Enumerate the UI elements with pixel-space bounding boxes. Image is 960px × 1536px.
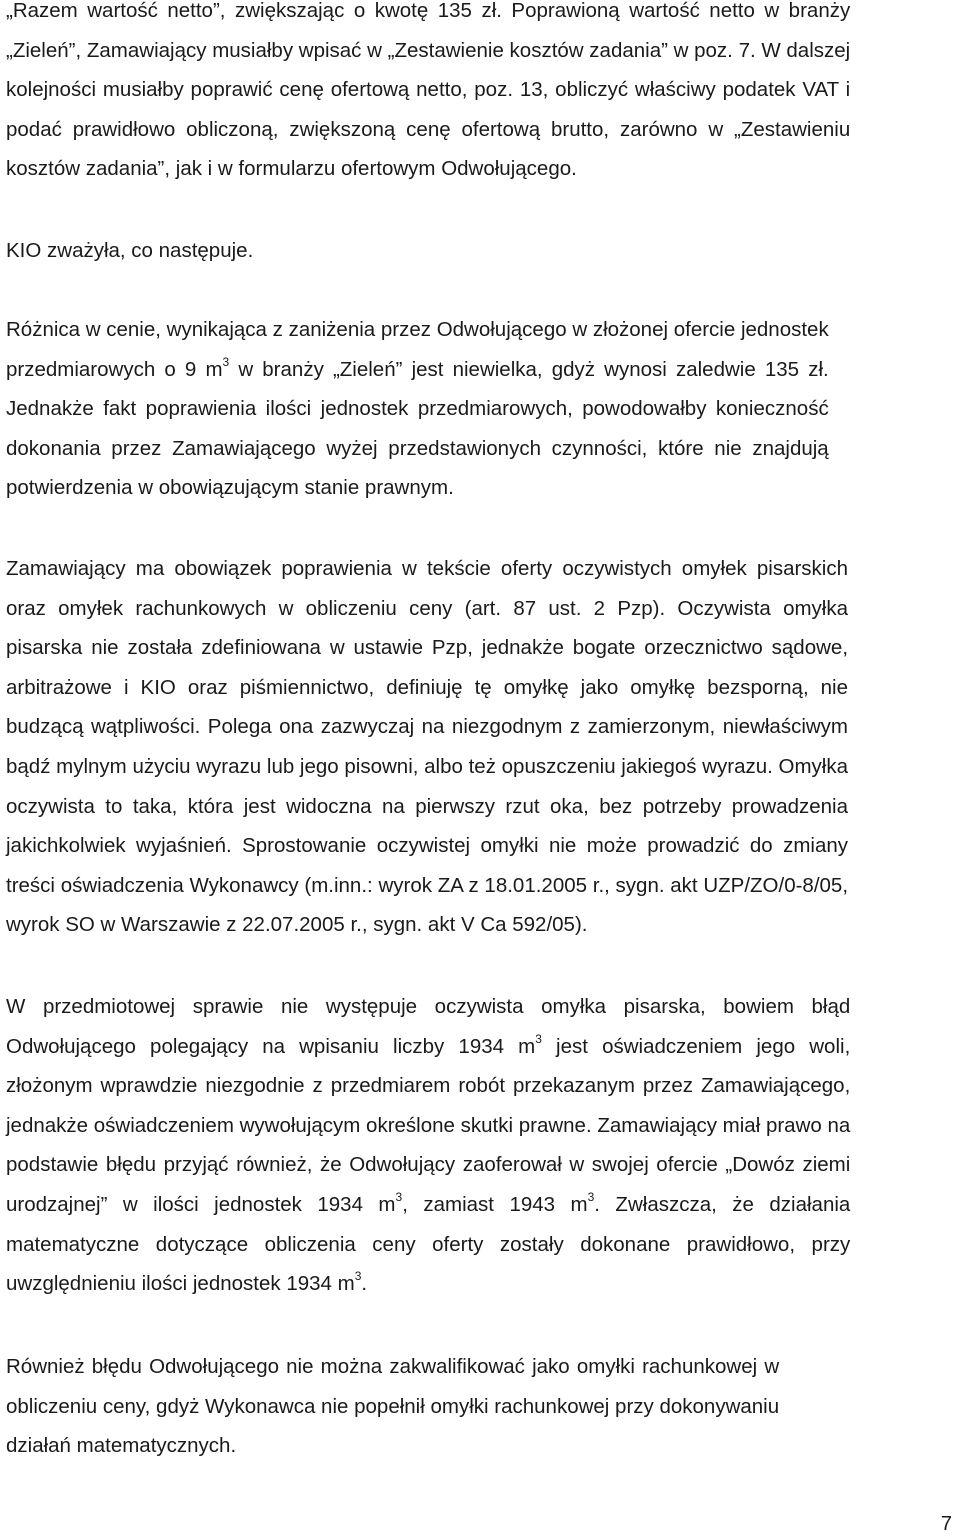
text-line: Również błędu Odwołującego nie można zakwalifikować jako omyłki rachunkowej w	[6, 1355, 780, 1378]
text-line: arbitrażowe i KIO oraz piśmiennictwo, definiuję tę omyłkę jako omyłkę bezsporną, nie	[6, 675, 849, 699]
text-line: Różnica w cenie, wynikająca z zaniżenia przez Odwołującego w złożonej ofercie jednostek	[6, 318, 829, 341]
text-line: Zamawiający ma obowiązek poprawienia w tekście oferty oczywistych omyłek pisarskich	[6, 557, 849, 580]
text-line: jakichkolwiek wyjaśnień. Sprostowanie oczywistej omyłki nie może prowadzić do zmiany	[6, 834, 849, 858]
text-line: „Razem wartość netto”, zwiększając o kwotę 135 zł. Poprawioną wartość netto w branży	[6, 0, 851, 22]
text-line: wyrok SO w Warszawie z 22.07.2005 r., sygn. akt V Ca 592/05).	[6, 913, 588, 937]
text-line: obliczeniu ceny, gdyż Wykonawca nie popełnił omyłki rachunkowej przy dokonywaniu	[6, 1394, 780, 1418]
text-line: kosztów zadania”, jak i w formularzu ofertowym Odwołującego.	[6, 157, 577, 181]
paragraph-1	[6, 0, 850, 189]
text-line: KIO zważyła, co następuje.	[6, 239, 254, 262]
text-line: treści oświadczenia Wykonawcy (m.inn.: wyrok ZA z 18.01.2005 r., sygn. akt UZP/ZO/0-8/05,	[6, 873, 849, 897]
text-line: „Zieleń”, Zamawiający musiałby wpisać w „Zestawienie kosztów zadania” w poz. 7. W dalszej	[6, 38, 851, 62]
superscript: 3	[222, 354, 230, 369]
text-line	[6, 1185, 850, 1225]
text-line	[6, 350, 829, 390]
text-line: oczywista to taka, która jest widoczna na pierwszy rzut oka, bez potrzeby prowadzenia	[6, 794, 849, 818]
superscript: 3	[587, 1190, 595, 1205]
text-line: złożonym wprawdzie niezgodnie z przedmiarem robót przekazanym przez Zamawiającego,	[6, 1074, 851, 1098]
text-line: Jednakże fakt poprawienia ilości jednostek przedmiarowych, powodowałby konieczność	[6, 397, 829, 421]
paragraph-6	[6, 1347, 779, 1466]
text-line: pisarska nie została zdefiniowana w ustawie Pzp, jednakże bogate orzecznictwo sądowe,	[6, 636, 849, 660]
text-line: W przedmiotowej sprawie nie występuje oczywista omyłka pisarska, bowiem błąd	[6, 995, 851, 1018]
paragraph-3	[6, 310, 829, 508]
text-line: dokonania przez Zamawiającego wyżej przedstawionych czynności, które nie znajdują	[6, 436, 829, 460]
text-segment: w branży „Zieleń” jest niewielka, gdyż wynosi zaledwie 135 zł.	[229, 357, 829, 381]
paragraph-2	[6, 231, 253, 271]
text-line: potwierdzenia w obowiązującym stanie prawnym.	[6, 476, 454, 500]
superscript: 3	[395, 1190, 403, 1205]
text-segment: urodzajnej” w ilości jednostek 1934 m	[6, 1192, 396, 1216]
text-segment: uwzględnieniu ilości jednostek 1934 m	[6, 1272, 355, 1296]
text-segment: .	[361, 1272, 368, 1296]
text-line: działań matematycznych.	[6, 1434, 237, 1458]
page-number: 7	[940, 1513, 952, 1535]
text-line: jednakże oświadczeniem wywołującym określone skutki prawne. Zamawiający miał prawo na	[6, 1113, 851, 1137]
superscript: 3	[354, 1269, 362, 1284]
text-line: oraz omyłek rachunkowych w obliczeniu ceny (art. 87 ust. 2 Pzp). Oczywista omyłka	[6, 596, 849, 620]
text-segment: . Zwłaszcza, że działania	[594, 1192, 851, 1216]
text-segment: Odwołującego polegający na wpisaniu liczby 1934 m	[6, 1034, 536, 1058]
paragraph-4	[6, 549, 848, 945]
text-line: podać prawidłowo obliczoną, zwiększoną cenę ofertową brutto, zarówno w „Zestawieniu	[6, 117, 851, 141]
text-line	[6, 1264, 850, 1304]
text-line: podstawie błędu przyjąć również, że Odwołujący zaoferował w swojej ofercie „Dowóz ziemi	[6, 1153, 851, 1177]
text-segment: , zamiast 1943 m	[402, 1192, 588, 1216]
text-segment: przedmiarowych o 9 m	[6, 357, 223, 381]
text-line: bądź mylnym użyciu wyrazu lub jego pisowni, albo też opuszczeniu jakiegoś wyrazu. Omyłka	[6, 754, 849, 778]
text-line	[6, 1027, 850, 1067]
text-line: budzącą wątpliwości. Polega ona zazwyczaj na niezgodnym z zamierzonym, niewłaściwym	[6, 715, 849, 739]
text-segment: jest oświadczeniem jego woli,	[541, 1034, 851, 1058]
text-line: kolejności musiałby poprawić cenę ofertową netto, poz. 13, obliczyć właściwy podatek VAT i	[6, 78, 851, 102]
superscript: 3	[535, 1031, 542, 1046]
paragraph-5	[6, 987, 850, 1304]
text-line: matematyczne dotyczące obliczenia ceny oferty zostały dokonane prawidłowo, przy	[6, 1232, 851, 1256]
